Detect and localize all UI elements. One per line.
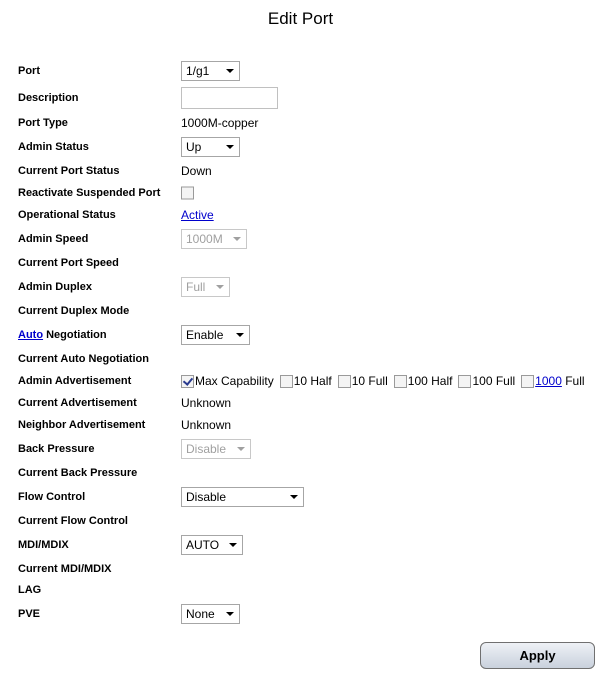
100-full-checkbox[interactable] [458, 375, 471, 388]
lag-label: LAG [18, 584, 42, 596]
operational-status-link[interactable]: Active [181, 208, 214, 222]
admin-duplex-row [0, 276, 601, 298]
admin-advertisement-row [0, 370, 601, 392]
reactivate-row [0, 182, 601, 204]
admin-status-select[interactable]: Up [181, 137, 240, 157]
current-advertisement-row [0, 392, 601, 414]
chevron-down-icon [226, 69, 234, 73]
auto-negotiation-row [0, 324, 601, 346]
auto-link[interactable]: Auto [18, 329, 44, 341]
pve-row [0, 603, 601, 625]
description-label: Description [18, 92, 79, 104]
current-duplex-mode-label: Current Duplex Mode [18, 305, 130, 317]
chevron-down-icon [229, 543, 237, 547]
port-label: Port [18, 65, 40, 77]
back-pressure-select: Disable [181, 439, 251, 459]
10-full-checkbox[interactable] [338, 375, 351, 388]
10-half-checkbox[interactable] [280, 375, 293, 388]
neighbor-advertisement-value: Unknown [181, 418, 232, 432]
admin-speed-row [0, 228, 601, 250]
auto-negotiation-label: Auto Negotiation [18, 329, 107, 341]
mdi-mdix-select[interactable]: AUTO [181, 535, 243, 555]
apply-button[interactable]: Apply [480, 642, 595, 669]
port-select[interactable]: 1/g1 [181, 61, 240, 81]
mdi-mdix-label: MDI/MDIX [18, 539, 69, 551]
current-port-status-row [0, 160, 601, 182]
flow-control-label: Flow Control [18, 491, 86, 503]
current-mdi-mdix-row [0, 558, 601, 580]
advertisement-options: Max Capability 10 Half 10 Full 100 Half 100 Full 1000 Full [181, 374, 585, 388]
current-mdi-mdix-label: Current MDI/MDIX [18, 563, 112, 575]
current-back-pressure-label: Current Back Pressure [18, 467, 138, 479]
mdi-mdix-row [0, 534, 601, 556]
back-pressure-row [0, 438, 601, 460]
current-port-status-label: Current Port Status [18, 165, 120, 177]
1000-link[interactable]: 1000 [535, 374, 562, 388]
reactivate-checkbox[interactable] [181, 187, 194, 200]
current-back-pressure-row [0, 462, 601, 484]
description-input[interactable] [181, 87, 278, 109]
current-auto-negotiation-label: Current Auto Negotiation [18, 353, 149, 365]
current-auto-negotiation-row [0, 348, 601, 370]
admin-duplex-select: Full [181, 277, 230, 297]
flow-control-select[interactable]: Disable [181, 487, 304, 507]
neighbor-advertisement-label: Neighbor Advertisement [18, 419, 146, 431]
current-advertisement-label: Current Advertisement [18, 397, 137, 409]
neighbor-advertisement-row [0, 414, 601, 436]
current-port-status-value: Down [181, 164, 212, 178]
auto-negotiation-select[interactable]: Enable [181, 325, 250, 345]
100-half-checkbox[interactable] [394, 375, 407, 388]
admin-duplex-label: Admin Duplex [18, 281, 92, 293]
current-port-speed-label: Current Port Speed [18, 257, 119, 269]
current-port-speed-row [0, 252, 601, 274]
admin-status-row [0, 136, 601, 158]
operational-status-label: Operational Status [18, 209, 116, 221]
chevron-down-icon [233, 237, 241, 241]
admin-advertisement-label: Admin Advertisement [18, 375, 132, 387]
chevron-down-icon [236, 333, 244, 337]
reactivate-label: Reactivate Suspended Port [18, 187, 161, 199]
pve-label: PVE [18, 608, 41, 620]
current-advertisement-value: Unknown [181, 396, 232, 410]
current-flow-control-label: Current Flow Control [18, 515, 128, 527]
port-row [0, 60, 601, 82]
chevron-down-icon [226, 612, 234, 616]
lag-row [0, 579, 601, 601]
current-duplex-mode-row [0, 300, 601, 322]
1000-full-checkbox[interactable] [521, 375, 534, 388]
admin-speed-label: Admin Speed [18, 233, 89, 245]
description-row [0, 87, 601, 109]
pve-select[interactable]: None [181, 604, 240, 624]
port-type-value: 1000M-copper [181, 116, 259, 130]
operational-status-row [0, 204, 601, 226]
max-capability-checkbox[interactable] [181, 375, 194, 388]
port-type-row [0, 112, 601, 134]
chevron-down-icon [237, 447, 245, 451]
back-pressure-label: Back Pressure [18, 443, 95, 455]
page-title: Edit Port [267, 9, 334, 28]
chevron-down-icon [226, 145, 234, 149]
chevron-down-icon [290, 495, 298, 499]
chevron-down-icon [216, 285, 224, 289]
admin-speed-select: 1000M [181, 229, 247, 249]
port-type-label: Port Type [18, 117, 68, 129]
flow-control-row [0, 486, 601, 508]
current-flow-control-row [0, 510, 601, 532]
admin-status-label: Admin Status [18, 141, 89, 153]
